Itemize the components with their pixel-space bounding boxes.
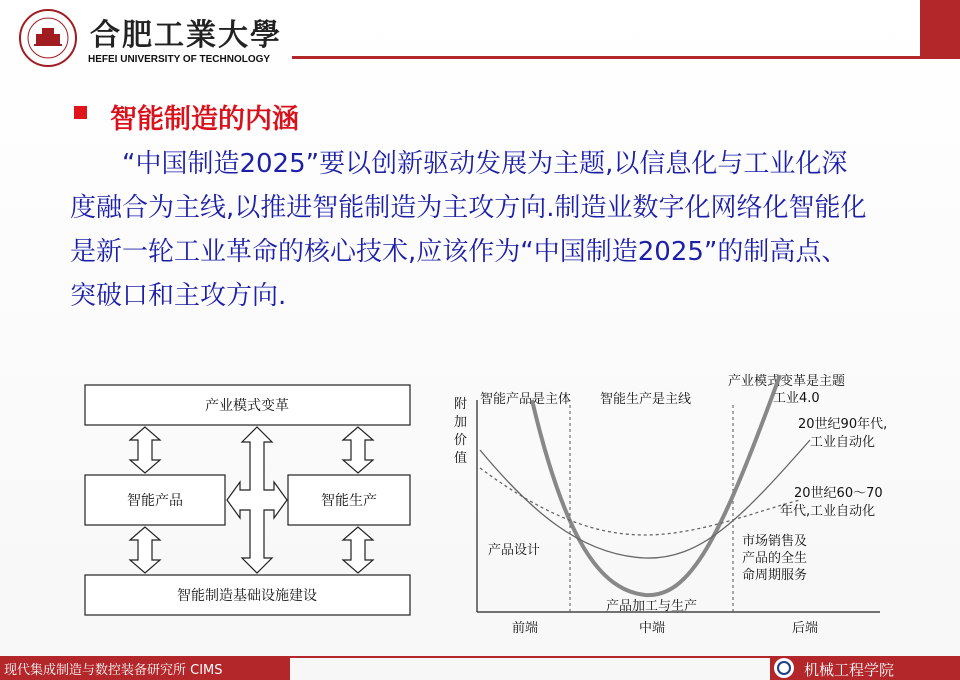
annotation-left: 产品设计 (488, 543, 541, 558)
title-bullet (74, 106, 87, 119)
footer-institute-label: 现代集成制造与数控装备研究所 CIMS (4, 663, 223, 678)
diagram-bottom-label: 智能制造基础设施建设 (177, 588, 317, 604)
arrow-right-top (343, 427, 373, 473)
diagram-top-label: 产业模式变革 (205, 398, 289, 414)
annotation-right-line3: 命周期服务 (742, 568, 808, 583)
ylabel-char-3: 价 (454, 433, 468, 448)
series-label-1960s-line2: 年代,工业自动化 (780, 504, 876, 519)
university-seal-logo (18, 8, 78, 68)
annotation-right-line2: 产品的全生 (742, 551, 808, 566)
university-name-en: HEFEI UNIVERSITY OF TECHNOLOGY (88, 54, 271, 65)
arrow-left-bottom (130, 527, 160, 573)
x-tick-front: 前端 (511, 621, 539, 636)
series-label-1990s-line2: 工业自动化 (810, 435, 876, 450)
ylabel-char-1: 附 (454, 397, 468, 412)
diagram-left-label: 智能产品 (127, 493, 183, 509)
arrow-right-bottom (343, 527, 373, 573)
annotation-middle: 产品加工与生产 (606, 599, 698, 614)
region-label-3: 产业模式变革是主题 (728, 374, 846, 389)
region-label-2: 智能生产是主线 (600, 392, 692, 407)
ylabel-char-4: 值 (454, 451, 468, 466)
header-accent-block (920, 0, 960, 58)
series-label-1990s-line1: 20世纪90年代, (798, 417, 888, 432)
value-curve-chart (440, 360, 910, 640)
school-emblem-icon (773, 657, 795, 679)
section-body-text: “中国制造2025”要以创新驱动发展为主题,以信息化与工业化深度融合为主线,以推进智能制造为主攻方向.制造业数字化网络化智能化是新一轮工业革命的核心技术,应该作为“中国制造2025”的制高点、突破口和主攻方向. (70, 149, 867, 311)
smart-manufacturing-diagram (80, 380, 420, 620)
footer-school-label: 机械工程学院 (804, 661, 895, 679)
header-divider (292, 56, 960, 59)
ylabel-char-2: 加 (454, 415, 468, 430)
x-tick-middle: 中端 (638, 621, 666, 636)
university-name-cn: 合肥工業大學 (90, 18, 282, 53)
footer-divider (290, 656, 770, 658)
diagram-right-label: 智能生产 (321, 493, 377, 509)
section-title: 智能制造的内涵 (110, 104, 299, 135)
series-label-industry-4: 工业4.0 (773, 391, 820, 406)
x-tick-back: 后端 (791, 621, 819, 636)
annotation-right-line1: 市场销售及 (742, 534, 808, 549)
series-label-1960s-line1: 20世纪60～70 (794, 486, 883, 501)
arrow-center-cross (227, 427, 287, 573)
arrow-left-top (130, 427, 160, 473)
region-label-1: 智能产品是主体 (480, 392, 572, 407)
